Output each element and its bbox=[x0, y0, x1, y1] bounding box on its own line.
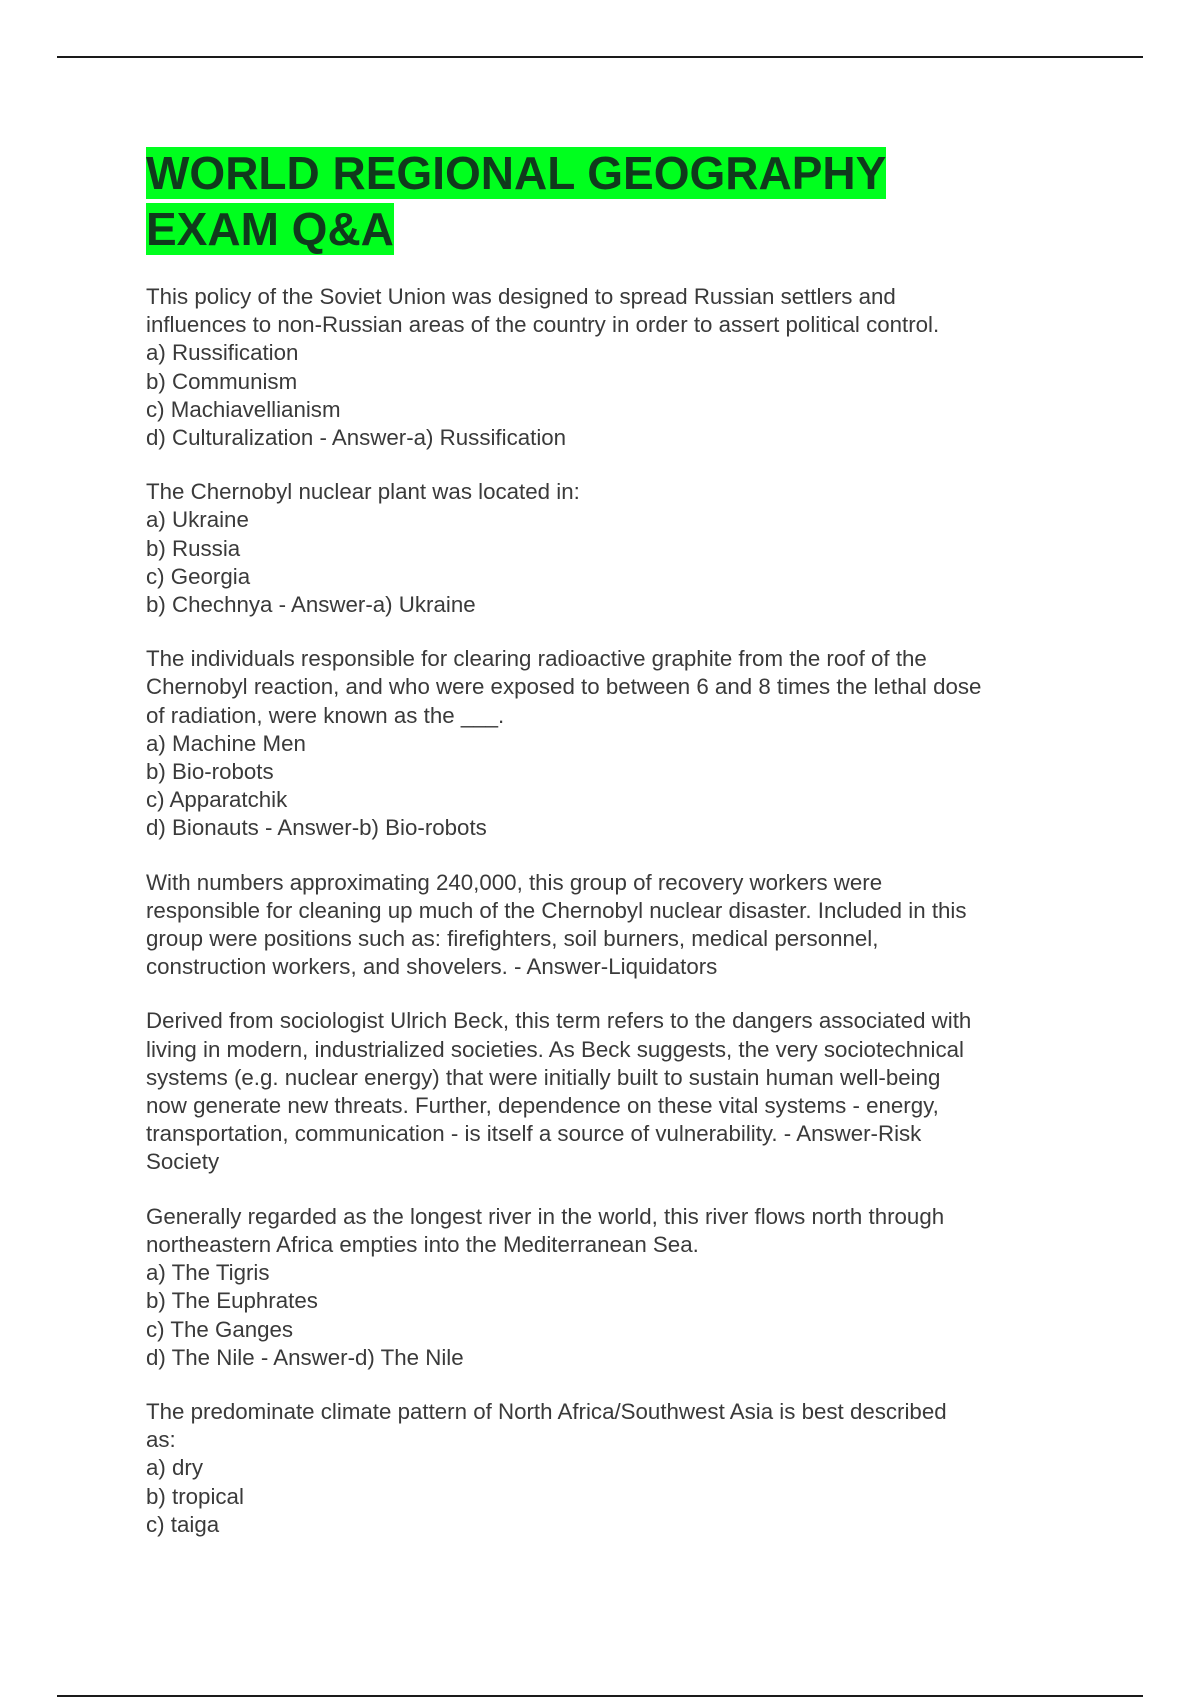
question-line: d) The Nile - Answer-d) The Nile bbox=[146, 1344, 464, 1370]
question-line: Society bbox=[146, 1149, 220, 1175]
question-block bbox=[146, 869, 1066, 982]
question-line: b) Bio-robots bbox=[146, 759, 274, 785]
question-line: a) Russification bbox=[146, 340, 299, 366]
bottom-rule bbox=[57, 1695, 1143, 1697]
question-line: b) Russia bbox=[146, 535, 241, 561]
question-block bbox=[146, 645, 1066, 842]
question-line: c) taiga bbox=[146, 1511, 220, 1537]
top-rule bbox=[57, 56, 1143, 58]
question-line: a) The Tigris bbox=[146, 1260, 270, 1286]
question-line: c) Machiavellianism bbox=[146, 396, 341, 422]
question-line: as: bbox=[146, 1427, 176, 1453]
document-body bbox=[146, 145, 1066, 1565]
page-title bbox=[146, 145, 1066, 257]
question-line: The individuals responsible for clearing radioactive graphite from the roof of the bbox=[146, 646, 927, 672]
question-line: now generate new threats. Further, dependence on these vital systems - energy, bbox=[146, 1093, 939, 1119]
title-line: EXAM Q&A bbox=[146, 203, 394, 255]
question-line: c) Apparatchik bbox=[146, 787, 288, 813]
question-block bbox=[146, 1398, 1066, 1539]
question-line: Chernobyl reaction, and who were exposed to between 6 and 8 times the lethal dose bbox=[146, 674, 982, 700]
question-line: group were positions such as: firefighters, soil burners, medical personnel, bbox=[146, 926, 879, 952]
question-line: of radiation, were known as the ___. bbox=[146, 702, 505, 728]
question-line: d) Bionauts - Answer-b) Bio-robots bbox=[146, 815, 487, 841]
question-line: d) Culturalization - Answer-a) Russification bbox=[146, 425, 567, 451]
question-line: northeastern Africa empties into the Mediterranean Sea. bbox=[146, 1231, 699, 1257]
title-line: WORLD REGIONAL GEOGRAPHY bbox=[146, 147, 887, 199]
question-block bbox=[146, 478, 1066, 619]
question-line: c) The Ganges bbox=[146, 1316, 294, 1342]
question-line: The Chernobyl nuclear plant was located in: bbox=[146, 479, 580, 505]
question-line: The predominate climate pattern of North Africa/Southwest Asia is best described bbox=[146, 1398, 947, 1424]
question-line: b) Communism bbox=[146, 368, 298, 394]
question-line: With numbers approximating 240,000, this group of recovery workers were bbox=[146, 869, 883, 895]
question-line: systems (e.g. nuclear energy) that were initially built to sustain human well-being bbox=[146, 1064, 941, 1090]
question-line: a) dry bbox=[146, 1455, 203, 1481]
question-line: responsible for cleaning up much of the Chernobyl nuclear disaster. Included in this bbox=[146, 897, 967, 923]
question-line: living in modern, industrialized societies. As Beck suggests, the very sociotechnical bbox=[146, 1036, 964, 1062]
question-line: b) tropical bbox=[146, 1483, 244, 1509]
question-line: influences to non-Russian areas of the country in order to assert political control. bbox=[146, 312, 940, 338]
question-block bbox=[146, 283, 1066, 452]
question-line: a) Machine Men bbox=[146, 730, 306, 756]
question-block bbox=[146, 1203, 1066, 1372]
question-list bbox=[146, 283, 1066, 1539]
question-line: Generally regarded as the longest river in the world, this river flows north through bbox=[146, 1203, 945, 1229]
question-line: construction workers, and shovelers. - Answer-Liquidators bbox=[146, 954, 718, 980]
question-line: a) Ukraine bbox=[146, 507, 249, 533]
question-line: transportation, communication - is itself a source of vulnerability. - Answer-Risk bbox=[146, 1121, 922, 1147]
question-line: b) Chechnya - Answer-a) Ukraine bbox=[146, 592, 476, 618]
question-line: c) Georgia bbox=[146, 563, 251, 589]
question-line: Derived from sociologist Ulrich Beck, this term refers to the dangers associated with bbox=[146, 1008, 972, 1034]
question-line: b) The Euphrates bbox=[146, 1288, 318, 1314]
question-block bbox=[146, 1007, 1066, 1176]
question-line: This policy of the Soviet Union was designed to spread Russian settlers and bbox=[146, 284, 896, 309]
